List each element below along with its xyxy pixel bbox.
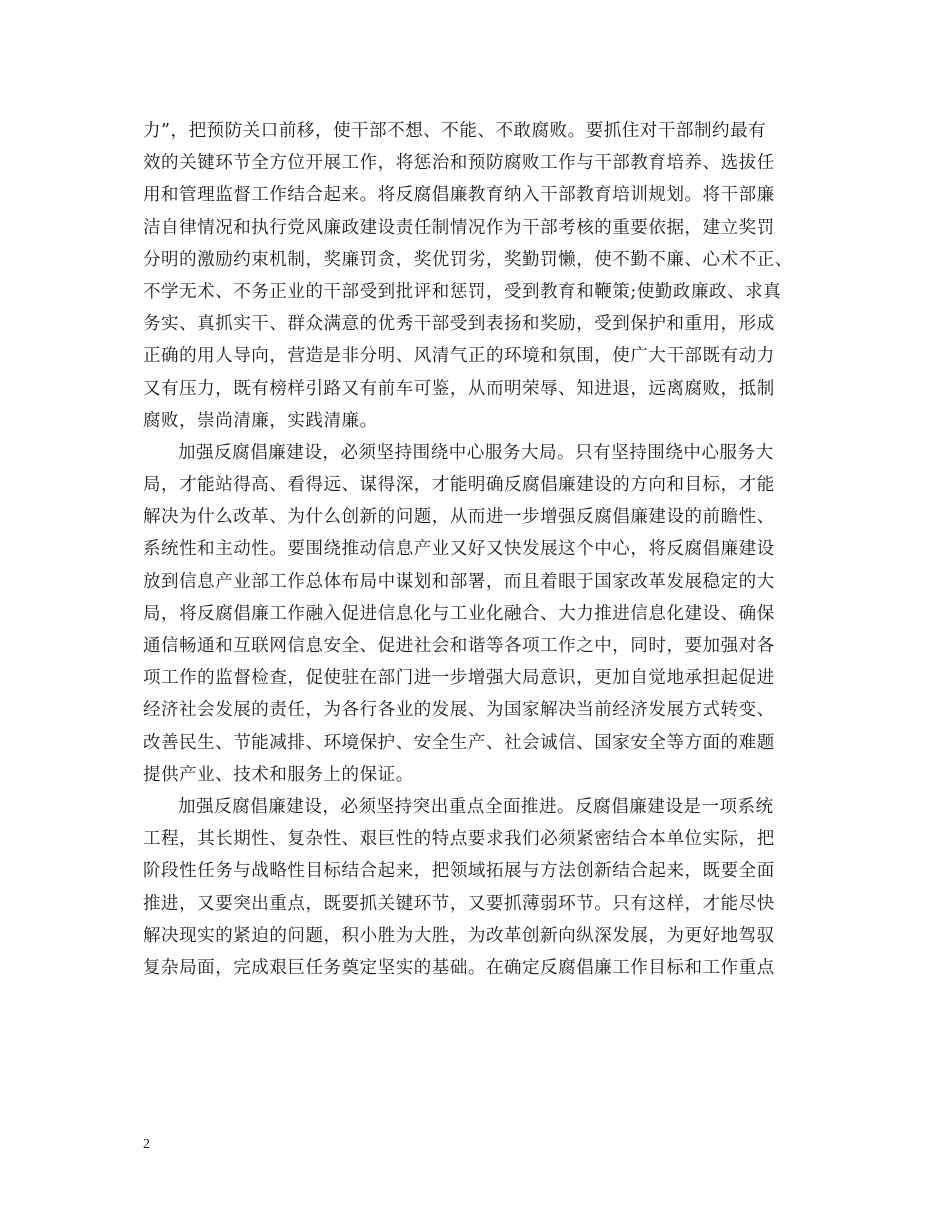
- text-line: 务实、真抓实干、群众满意的优秀干部受到表扬和奖励，受到保护和重用，形成: [143, 314, 775, 335]
- text-line: 腐败，崇尚清廉，实践清廉。: [143, 410, 378, 431]
- paragraph-first-line: 加强反腐倡廉建设，必须坚持围绕中心服务大局。只有坚持围绕中心服务大: [178, 442, 774, 463]
- text-line: 效的关键环节全方位开展工作，将惩治和预防腐败工作与干部教育培养、选拔任: [143, 153, 775, 174]
- text-line: 解决为什么改革、为什么创新的问题，从而进一步增强反腐倡廉建设的前瞻性、: [143, 507, 775, 528]
- text-line: 用和管理监督工作结合起来。将反腐倡廉教育纳入干部教育培训规划。将干部廉: [143, 185, 775, 206]
- text-line: 改善民生、节能减排、环境保护、安全生产、社会诚信、国家安全等方面的难题: [143, 732, 775, 753]
- text-line: 解决现实的紧迫的问题，积小胜为大胜，为改革创新向纵深发展，为更好地驾驭: [143, 925, 775, 946]
- text-line: 经济社会发展的责任，为各行各业的发展、为国家解决当前经济发展方式转变、: [143, 700, 775, 721]
- text-line: 项工作的监督检查，促使驻在部门进一步增强大局意识，更加自觉地承担起促进: [143, 668, 775, 689]
- text-line: 又有压力，既有榜样引路又有前车可鉴，从而明荣辱、知进退，远离腐败，抵制: [143, 378, 775, 399]
- text-line: 不学无术、不务正业的干部受到批评和惩罚，受到教育和鞭策;使勤政廉政、求真: [143, 281, 782, 302]
- text-line: 分明的激励约束机制，奖廉罚贪，奖优罚劣，奖勤罚懒，使不勤不廉、心术不正、: [143, 249, 793, 270]
- text-line: 局，将反腐倡廉工作融入促进信息化与工业化融合、大力推进信息化建设、确保: [143, 603, 775, 624]
- text-line: 放到信息产业部工作总体布局中谋划和部署，而且着眼于国家改革发展稳定的大: [143, 571, 775, 592]
- page-number: 2: [143, 1137, 150, 1152]
- paragraph-first-line: 加强反腐倡廉建设，必须坚持突出重点全面推进。反腐倡廉建设是一项系统: [178, 796, 774, 817]
- text-line: 复杂局面，完成艰巨任务奠定坚实的基础。在确定反腐倡廉工作目标和工作重点: [143, 957, 775, 978]
- text-line: 洁自律情况和执行党风廉政建设责任制情况作为干部考核的重要依据，建立奖罚: [143, 217, 775, 238]
- body-text: [143, 115, 813, 984]
- text-line: 工程，其长期性、复杂性、艰巨性的特点要求我们必须紧密结合本单位实际，把: [143, 829, 775, 850]
- text-line: 正确的用人导向，营造是非分明、风清气正的环境和氛围，使广大干部既有动力: [143, 346, 775, 367]
- text-line: 系统性和主动性。要围绕推动信息产业又好又快发展这个中心，将反腐倡廉建设: [143, 539, 775, 560]
- text-line: 提供产业、技术和服务上的保证。: [143, 764, 414, 785]
- text-line: 力”，把预防关口前移，使干部不想、不能、不敢腐败。要抓住对干部制约最有: [143, 121, 767, 141]
- text-line: 阶段性任务与战略性目标结合起来，把领域拓展与方法创新结合起来，既要全面: [143, 861, 775, 882]
- text-line: 推进，又要突出重点，既要抓关键环节，又要抓薄弱环节。只有这样，才能尽快: [143, 893, 775, 914]
- text-line: 通信畅通和互联网信息安全、促进社会和谐等各项工作之中，同时，要加强对各: [143, 636, 775, 656]
- text-line: 局，才能站得高、看得远、谋得深，才能明确反腐倡廉建设的方向和目标，才能: [143, 475, 775, 496]
